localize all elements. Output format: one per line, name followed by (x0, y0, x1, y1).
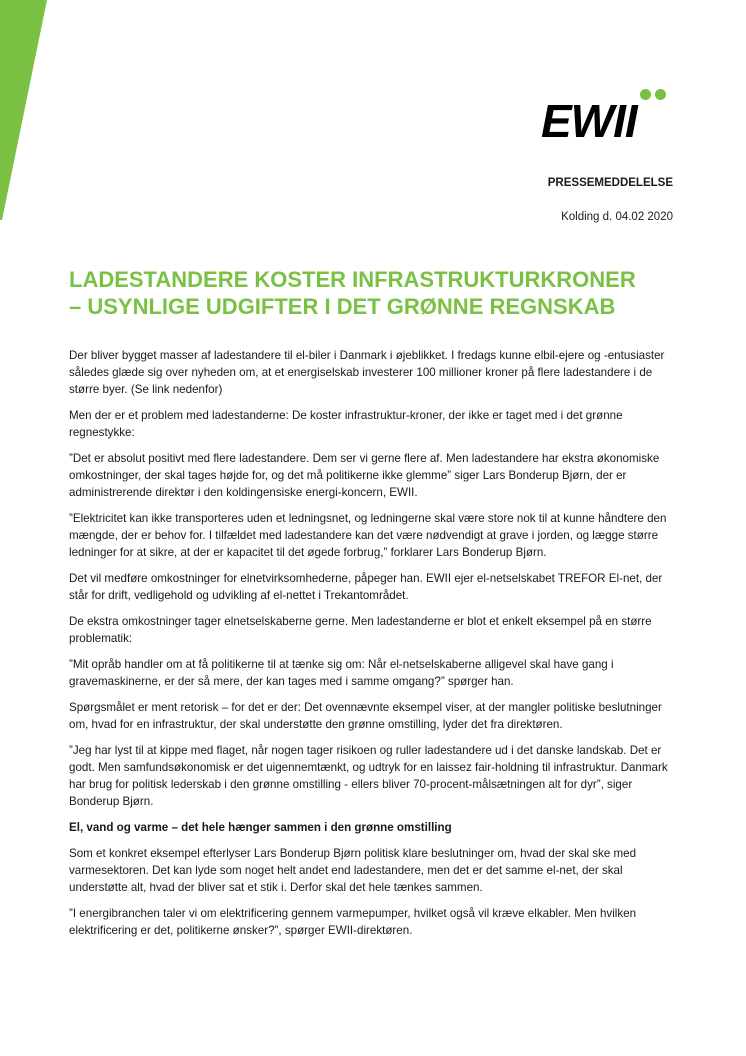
paragraph: Der bliver bygget masser af ladestandere til el-biler i Danmark i øjeblikket. I fredags kunne elbil-ejere og -entusiaster således glæde sig over nyheden om, at et energiselskab investerer 100 millioner kroner på flere ladestandere i de større byer. (Se link nedenfor) (69, 349, 665, 396)
paragraph: Spørgsmålet er ment retorisk – for det er der: Det ovennævnte eksempel viser, at der mangler politiske beslutninger om, hvad for en infrastruktur, der skal understøtte den grønne omstilling, lyder det fra direktøren. (69, 701, 662, 731)
logo-wordmark: EWII (541, 95, 637, 147)
paragraph: Men der er et problem med ladestanderne: De koster infrastruktur-kroner, der ikke er taget med i det grønne regnestykke: (69, 409, 623, 439)
headline-line-2: – USYNLIGE UDGIFTER I DET GRØNNE REGNSKAB (69, 294, 616, 319)
article-body (69, 347, 681, 948)
headline (69, 266, 679, 320)
paragraph: ”Det er absolut positivt med flere ladestandere. Dem ser vi gerne flere af. Men ladestandere har ekstra økonomiske omkostninger, der skal tages højde for, og det må politikerne ikke glemme” siger Lars Bonderup Bjørn, der er administrerende direktør i den koldingensiske energi-koncern, EWII. (69, 452, 660, 499)
paragraph: ”Elektricitet kan ikke transporteres uden et ledningsnet, og ledningerne skal være store nok til at kunne håndtere den mængde, der er behov for. I tilfældet med ladestandere kan det være nødvendigt at grave i jorden, og lægge større ledninger for at sikre, at der er kapacitet til det øgede forbrug,” forklarer Lars Bonderup Bjørn. (69, 512, 667, 559)
press-release-label: PRESSEMEDDELELSE (547, 177, 673, 189)
paragraph: ”Mit opråb handler om at få politikerne til at tænke sig om: Når el-netselskaberne alligevel skal have gang i gravemaskinerne, er der så mere, der kan tages med i samme omgang?” spørger han. (69, 658, 614, 688)
dateline: Kolding d. 04.02 2020 (561, 211, 673, 223)
logo-dot-left (640, 89, 651, 100)
green-corner-shape (0, 0, 60, 220)
paragraph: ”Jeg har lyst til at kippe med flaget, når nogen tager risikoen og ruller ladestandere ud i det danske landskab. Det er godt. Men samfundsøkonomisk er det uigennemtænkt, og udtryk for en laissez fair-holdning til infrastruktur. Danmark har brug for politisk lederskab i den grønne omstilling - ellers bliver 70-procent-målsætningen alt for dyr”, siger Bonderup Bjørn. (69, 744, 668, 808)
logo-dot-right (655, 89, 666, 100)
ewii-logo (541, 86, 667, 147)
paragraph: De ekstra omkostninger tager elnetselskaberne gerne. Men ladestanderne er blot et enkelt eksempel på en større problematik: (69, 615, 652, 645)
paragraph: Det vil medføre omkostninger for elnetvirksomhederne, påpeger han. EWII ejer el-netselskabet TREFOR El-net, der står for drift, vedligehold og udvikling af el-nettet i Trekantområdet. (69, 572, 663, 602)
section-subheading: El, vand og varme – det hele hænger sammen i den grønne omstilling (69, 821, 452, 834)
paragraph: Som et konkret eksempel efterlyser Lars Bonderup Bjørn politisk klare beslutninger om, hvad der skal ske med varmesektoren. Det kan lyde som noget helt andet end ladestandere, men det er det samme el-net, der skal understøtte alt, hvad der bliver sat et stik i. Derfor skal det hele tænkes sammen. (69, 847, 637, 894)
paragraph: ”I energibranchen taler vi om elektrificering gennem varmepumper, hvilket også vil kræve elkabler. Men hvilken elektrificering er det, politikerne ønsker?”, spørger EWII-direktøren. (69, 907, 637, 937)
headline-line-1: LADESTANDERE KOSTER INFRASTRUKTURKRONER (69, 267, 636, 292)
